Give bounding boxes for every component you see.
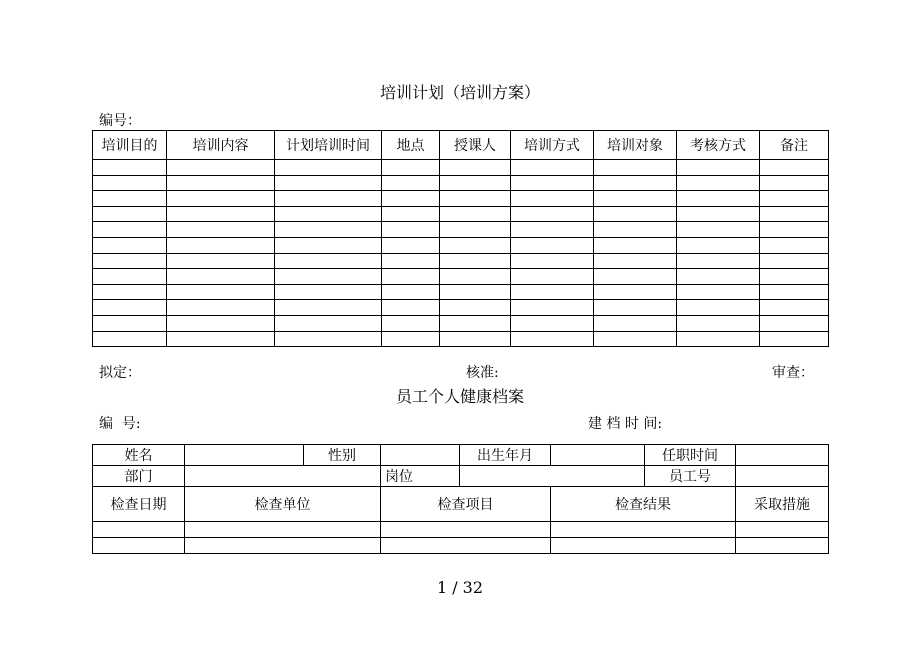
table-cell (594, 237, 677, 253)
table-cell (677, 284, 760, 300)
table-cell (677, 300, 760, 316)
table-cell (382, 315, 440, 331)
table-cell (511, 284, 594, 300)
table-cell (440, 315, 511, 331)
table-cell (677, 315, 760, 331)
table-row (93, 331, 829, 347)
table-cell (440, 191, 511, 207)
health-header-cell: 检查单位 (185, 487, 381, 522)
table-cell (440, 269, 511, 285)
table-cell (594, 160, 677, 176)
table-cell (440, 284, 511, 300)
table-cell (167, 300, 275, 316)
tenure-value (736, 445, 829, 466)
table-row (93, 191, 829, 207)
plan-body (93, 160, 829, 347)
table-cell (93, 315, 167, 331)
plan-header-cell: 培训对象 (594, 131, 677, 160)
table-cell (275, 206, 382, 222)
archive-date-label: 建 档 时 间: (588, 416, 663, 432)
table-cell (275, 269, 382, 285)
plan-header-cell: 备注 (760, 131, 829, 160)
table-cell (440, 206, 511, 222)
table-row (93, 222, 829, 238)
table-row (93, 237, 829, 253)
table-cell (167, 237, 275, 253)
table-cell (93, 253, 167, 269)
tenure-label: 任职时间 (645, 445, 736, 466)
table-cell (511, 253, 594, 269)
dept-label: 部门 (93, 466, 185, 487)
table-cell (93, 269, 167, 285)
table-cell (382, 237, 440, 253)
table-cell (167, 331, 275, 347)
table-cell (511, 300, 594, 316)
draft-label: 拟定： (99, 365, 141, 381)
table-cell (677, 269, 760, 285)
plan-number-label: 编号： (99, 113, 141, 129)
table-cell (511, 237, 594, 253)
table-cell (167, 222, 275, 238)
table-cell (93, 222, 167, 238)
table-row (93, 538, 829, 554)
table-cell (760, 253, 829, 269)
table-cell (275, 315, 382, 331)
table-cell (677, 175, 760, 191)
staff-no-value (736, 466, 829, 487)
table-cell (382, 206, 440, 222)
table-cell (382, 175, 440, 191)
plan-header-cell: 计划培训时间 (275, 131, 382, 160)
table-cell (677, 222, 760, 238)
table-cell (167, 160, 275, 176)
health-header-row (93, 487, 829, 522)
table-cell (511, 160, 594, 176)
table-cell (93, 191, 167, 207)
table-cell (594, 315, 677, 331)
gender-label: 性别 (304, 445, 381, 466)
table-cell (275, 284, 382, 300)
table-cell (594, 206, 677, 222)
table-cell (594, 284, 677, 300)
table-cell (167, 191, 275, 207)
table-cell (760, 175, 829, 191)
table-row (93, 315, 829, 331)
table-row (93, 522, 829, 538)
table-cell (275, 331, 382, 347)
plan-header-cell: 培训目的 (93, 131, 167, 160)
table-cell (93, 175, 167, 191)
table-row (93, 175, 829, 191)
table-cell (760, 284, 829, 300)
table-cell (511, 222, 594, 238)
table-cell (382, 222, 440, 238)
plan-title: 培训计划（培训方案） (379, 83, 540, 102)
table-cell (167, 206, 275, 222)
table-cell (440, 300, 511, 316)
health-title: 员工个人健康档案 (395, 387, 524, 406)
table-cell (382, 300, 440, 316)
table-row (93, 253, 829, 269)
table-cell (382, 269, 440, 285)
table-cell (594, 175, 677, 191)
plan-header-cell: 授课人 (440, 131, 511, 160)
table-cell (440, 222, 511, 238)
table-cell (275, 175, 382, 191)
table-cell (167, 269, 275, 285)
table-cell (440, 160, 511, 176)
health-header-cell: 采取措施 (736, 487, 829, 522)
table-cell (167, 253, 275, 269)
plan-header-cell: 培训方式 (511, 131, 594, 160)
table-cell (760, 191, 829, 207)
table-cell (93, 331, 167, 347)
plan-header-cell: 考核方式 (677, 131, 760, 160)
table-cell (760, 315, 829, 331)
table-cell (677, 206, 760, 222)
table-cell (93, 300, 167, 316)
table-cell (275, 222, 382, 238)
table-cell (275, 253, 382, 269)
table-cell (93, 284, 167, 300)
table-cell (440, 175, 511, 191)
table-cell (677, 191, 760, 207)
table-cell (760, 331, 829, 347)
table-cell (382, 284, 440, 300)
table-cell (382, 331, 440, 347)
name-label: 姓名 (93, 445, 185, 466)
health-row-personal (93, 445, 829, 466)
table-cell (760, 269, 829, 285)
table-row (93, 300, 829, 316)
health-header-cell: 检查结果 (551, 487, 736, 522)
table-row (93, 160, 829, 176)
table-row (93, 284, 829, 300)
table-cell (760, 206, 829, 222)
table-cell (440, 237, 511, 253)
table-cell (167, 175, 275, 191)
gender-value (381, 445, 460, 466)
table-cell (594, 331, 677, 347)
table-cell (511, 191, 594, 207)
table-cell (440, 331, 511, 347)
table-cell (511, 315, 594, 331)
table-row (93, 269, 829, 285)
training-plan-table (92, 130, 829, 347)
table-cell (275, 237, 382, 253)
health-record-table (92, 444, 829, 554)
table-cell (677, 160, 760, 176)
table-cell (440, 253, 511, 269)
plan-header-row (93, 131, 829, 160)
table-cell (760, 300, 829, 316)
table-cell (93, 206, 167, 222)
table-cell (167, 315, 275, 331)
table-cell (677, 331, 760, 347)
birth-label: 出生年月 (460, 445, 551, 466)
table-cell (93, 237, 167, 253)
table-cell (594, 269, 677, 285)
approve-label: 核准: (466, 365, 499, 381)
table-cell (93, 160, 167, 176)
plan-header-cell: 地点 (382, 131, 440, 160)
table-cell (511, 175, 594, 191)
review-label: 审查： (772, 365, 814, 381)
plan-header-cell: 培训内容 (167, 131, 275, 160)
table-cell (511, 331, 594, 347)
table-row (93, 206, 829, 222)
table-cell (594, 300, 677, 316)
table-cell (760, 222, 829, 238)
table-cell (167, 284, 275, 300)
post-value (460, 466, 645, 487)
page-number: 1 / 32 (436, 578, 484, 597)
table-cell (275, 191, 382, 207)
table-cell (594, 191, 677, 207)
table-cell (677, 237, 760, 253)
table-cell (382, 160, 440, 176)
health-number-label: 编 号: (99, 416, 141, 432)
health-header-cell: 检查项目 (381, 487, 551, 522)
table-cell (677, 253, 760, 269)
health-row-position (93, 466, 829, 487)
table-cell (382, 253, 440, 269)
name-value (185, 445, 304, 466)
table-cell (275, 300, 382, 316)
table-cell (511, 206, 594, 222)
birth-value (551, 445, 645, 466)
table-cell (760, 160, 829, 176)
health-header-cell: 检查日期 (93, 487, 185, 522)
table-cell (382, 191, 440, 207)
table-cell (511, 269, 594, 285)
dept-value (185, 466, 381, 487)
table-cell (275, 160, 382, 176)
staff-no-label: 员工号 (645, 466, 736, 487)
table-cell (594, 222, 677, 238)
post-label: 岗位 (381, 466, 460, 487)
table-cell (760, 237, 829, 253)
table-cell (594, 253, 677, 269)
